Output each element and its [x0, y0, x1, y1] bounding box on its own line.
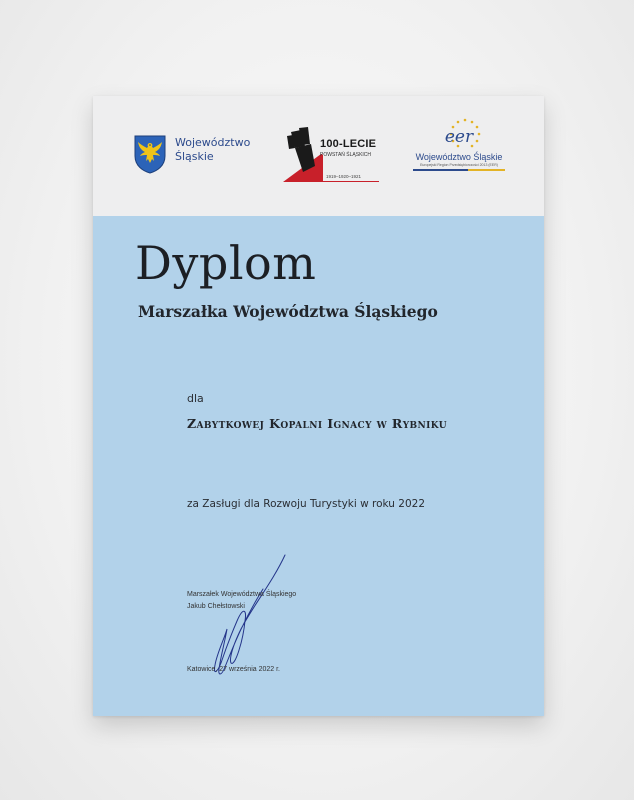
eer-tagline: Europejski Region Przedsiębiorczości 2013 (EER): [420, 163, 498, 167]
eer-rule: [413, 169, 505, 171]
eer-stars-icon: [411, 114, 507, 154]
centenary-subtitle: POWSTAŃ ŚLĄSKICH: [320, 152, 372, 158]
voivodeship-logo-line2: Śląskie: [175, 150, 214, 163]
centenary-logo: [281, 124, 381, 184]
logo-header-band: [93, 96, 544, 216]
eer-name: Województwo Śląskie: [415, 152, 503, 162]
diploma-sheet: [93, 96, 544, 716]
signatory-role: Marszałek Województwa Śląskiego: [187, 591, 297, 598]
signatory-name: Jakub Chełstowski: [187, 603, 245, 610]
handwritten-signature: [203, 551, 293, 681]
voivodeship-logo-line1: Województwo: [175, 136, 251, 149]
diploma-title: Dyplom: [135, 236, 317, 290]
centenary-title: 100-LECIE: [320, 138, 377, 150]
eer-mark: eer: [444, 127, 474, 147]
recipient-name: Zabytkowej Kopalni Ignacy w Rybniku: [187, 416, 447, 431]
voivodeship-logo: [133, 134, 250, 174]
eer-logo: [411, 114, 507, 174]
merit-text: za Zasługi dla Rozwoju Turystyki w roku 2022: [187, 498, 426, 510]
place-and-date: Katowice, 27 września 2022 r.: [187, 666, 280, 673]
centenary-years: 1919–1920–1921: [326, 174, 362, 179]
for-label: dla: [187, 392, 204, 405]
diploma-subtitle: Marszałka Województwa Śląskiego: [138, 302, 438, 321]
eagle-coat-of-arms-icon: [133, 134, 167, 174]
